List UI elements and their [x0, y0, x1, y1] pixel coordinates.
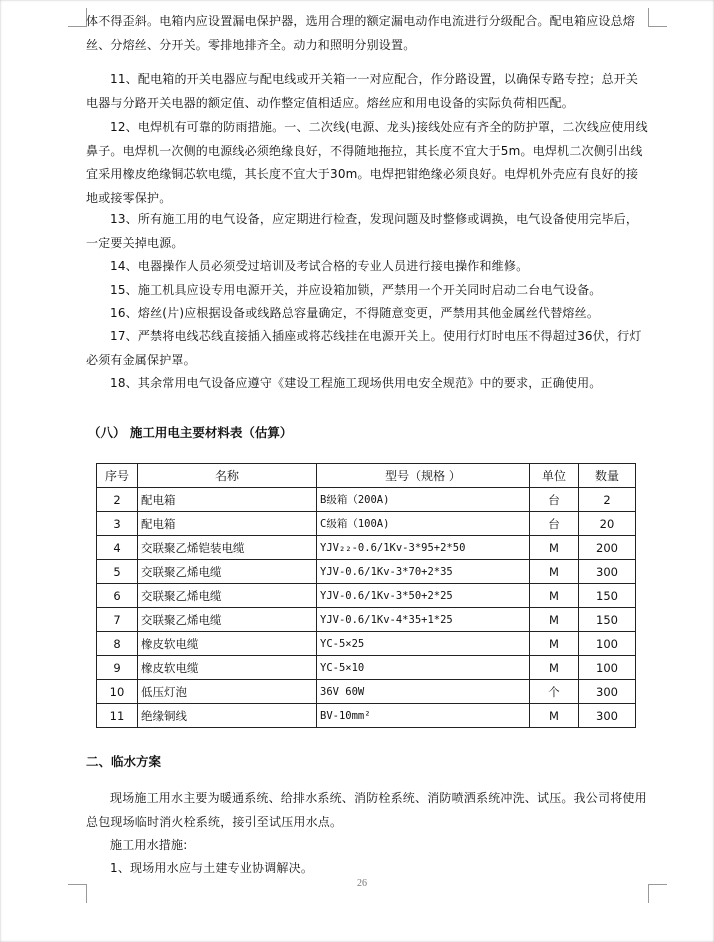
cell-unit: M — [530, 536, 579, 560]
cell-unit: M — [530, 608, 579, 632]
cell-quantity: 100 — [579, 656, 636, 680]
cell-no: 8 — [97, 632, 138, 656]
table-row — [97, 536, 636, 560]
cell-no: 2 — [97, 488, 138, 512]
cell-name: 交联聚乙烯铠装电缆 — [138, 536, 317, 560]
cell-no: 10 — [97, 680, 138, 704]
cell-name: 绝缘铜线 — [138, 704, 317, 728]
cell-quantity: 300 — [579, 704, 636, 728]
section-8-heading: （八） 施工用电主要材料表（估算） — [88, 425, 293, 440]
cell-model: YJV₂₂-0.6/1Kv-3*95+2*50 — [317, 536, 530, 560]
cell-no: 6 — [97, 584, 138, 608]
paragraph-item-12: 12、电焊机有可靠的防雨措施。一、二次线(电源、龙头)接线处应有齐全的防护罩，二次线应使用线鼻子。电焊机一次侧的电源线必须绝缘良好，不得随地拖拉，其长度不宜大于5m。电焊机二次侧引出线宜采用橡皮绝缘铜芯软电缆，其长度不宜大于30m。电焊把钳绝缘必须良好。电焊机外壳应有良好的接地或接零保护。 — [86, 120, 648, 205]
cell-unit: 个 — [530, 680, 579, 704]
table-row — [97, 512, 636, 536]
cell-no: 4 — [97, 536, 138, 560]
cell-model: YJV-0.6/1Kv-3*50+2*25 — [317, 584, 530, 608]
cell-unit: M — [530, 632, 579, 656]
cell-no: 5 — [97, 560, 138, 584]
paragraph-item-13: 13、所有施工用的电气设备，应定期进行检查，发现问题及时整修或调换，电气设备使用完毕后，一定要关掉电源。 — [86, 212, 639, 250]
table-row — [97, 608, 636, 632]
cell-unit: 台 — [530, 512, 579, 536]
cell-unit: 台 — [530, 488, 579, 512]
cell-quantity: 150 — [579, 584, 636, 608]
paragraph-item-16: 16、熔丝(片)应根据设备或线路总容量确定，不得随意变更，严禁用其他金属丝代替熔丝。 — [110, 306, 600, 320]
cell-no: 7 — [97, 608, 138, 632]
paragraph-item-18: 18、其余常用电气设备应遵守《建设工程施工现场供用电安全规范》中的要求，正确使用。 — [110, 376, 602, 390]
cell-model: B级箱（200A) — [317, 488, 530, 512]
table-row — [97, 488, 636, 512]
cell-model: YJV-0.6/1Kv-4*35+1*25 — [317, 608, 530, 632]
page-number: 26 — [357, 878, 367, 889]
header-no: 序号 — [97, 464, 138, 488]
water-paragraph: 现场施工用水主要为暖通系统、给排水系统、消防栓系统、消防喷洒系统冲洗、试压。我公司将使用总包现场临时消火栓系统，接引至试压用水点。 — [86, 791, 647, 829]
crop-mark-bottom-right — [648, 884, 667, 903]
cell-model: YC-5×25 — [317, 632, 530, 656]
paragraph-item-17: 17、严禁将电线芯线直接插入插座或将芯线挂在电源开关上。使用行灯时电压不得超过36伏，行灯必须有金属保护罩。 — [86, 329, 642, 367]
cell-unit: M — [530, 704, 579, 728]
table-row — [97, 680, 636, 704]
paragraph-item-11: 11、配电箱的开关电器应与配电线或开关箱一一对应配合，作分路设置，以确保专路专控；总开关电器与分路开关电器的额定值、动作整定值相适应。熔丝应和用电设备的实际负荷相匹配。 — [86, 72, 639, 110]
cell-quantity: 200 — [579, 536, 636, 560]
cell-model: YJV-0.6/1Kv-3*70+2*35 — [317, 560, 530, 584]
cell-name: 配电箱 — [138, 488, 317, 512]
cell-name: 配电箱 — [138, 512, 317, 536]
materials-table — [96, 463, 636, 728]
water-measures-label: 施工用水措施: — [110, 838, 188, 852]
cell-name: 交联聚乙烯电缆 — [138, 584, 317, 608]
header-quantity: 数量 — [579, 464, 636, 488]
water-measure-item-1: 1、现场用水应与土建专业协调解决。 — [110, 861, 314, 875]
table-row — [97, 584, 636, 608]
cell-no: 9 — [97, 656, 138, 680]
cell-model: BV-10mm² — [317, 704, 530, 728]
cell-no: 3 — [97, 512, 138, 536]
cell-quantity: 100 — [579, 632, 636, 656]
header-name: 名称 — [138, 464, 317, 488]
cell-name: 交联聚乙烯电缆 — [138, 560, 317, 584]
cell-name: 橡皮软电缆 — [138, 656, 317, 680]
cell-name: 低压灯泡 — [138, 680, 317, 704]
cell-model: C级箱（100A) — [317, 512, 530, 536]
table-row — [97, 656, 636, 680]
cell-no: 11 — [97, 704, 138, 728]
crop-mark-top-right — [648, 8, 667, 27]
crop-mark-bottom-left — [68, 884, 87, 903]
header-unit: 单位 — [530, 464, 579, 488]
paragraph-item-14: 14、电器操作人员必须受过培训及考试合格的专业人员进行接电操作和维修。 — [110, 259, 529, 273]
cell-quantity: 2 — [579, 488, 636, 512]
cell-quantity: 20 — [579, 512, 636, 536]
crop-mark-top-left — [68, 8, 87, 27]
cell-model: 36V 60W — [317, 680, 530, 704]
section-2-heading: 二、临水方案 — [86, 754, 162, 769]
cell-unit: M — [530, 656, 579, 680]
paragraph-continued: 体不得歪斜。电箱内应设置漏电保护器，选用合理的额定漏电动作电流进行分级配合。配电箱应设总熔丝、分熔丝、分开关。零排地排齐全。动力和照明分别设置。 — [86, 14, 636, 52]
table-row — [97, 704, 636, 728]
cell-unit: M — [530, 584, 579, 608]
cell-quantity: 300 — [579, 680, 636, 704]
cell-model: YC-5×10 — [317, 656, 530, 680]
cell-unit: M — [530, 560, 579, 584]
cell-quantity: 300 — [579, 560, 636, 584]
table-row — [97, 632, 636, 656]
table-row — [97, 560, 636, 584]
table-header-row — [97, 464, 636, 488]
cell-name: 橡皮软电缆 — [138, 632, 317, 656]
paragraph-item-15: 15、施工机具应设专用电源开关，并应设箱加锁，严禁用一个开关同时启动二台电气设备。 — [110, 283, 602, 297]
cell-name: 交联聚乙烯电缆 — [138, 608, 317, 632]
cell-quantity: 150 — [579, 608, 636, 632]
header-model: 型号（规格 ） — [317, 464, 530, 488]
